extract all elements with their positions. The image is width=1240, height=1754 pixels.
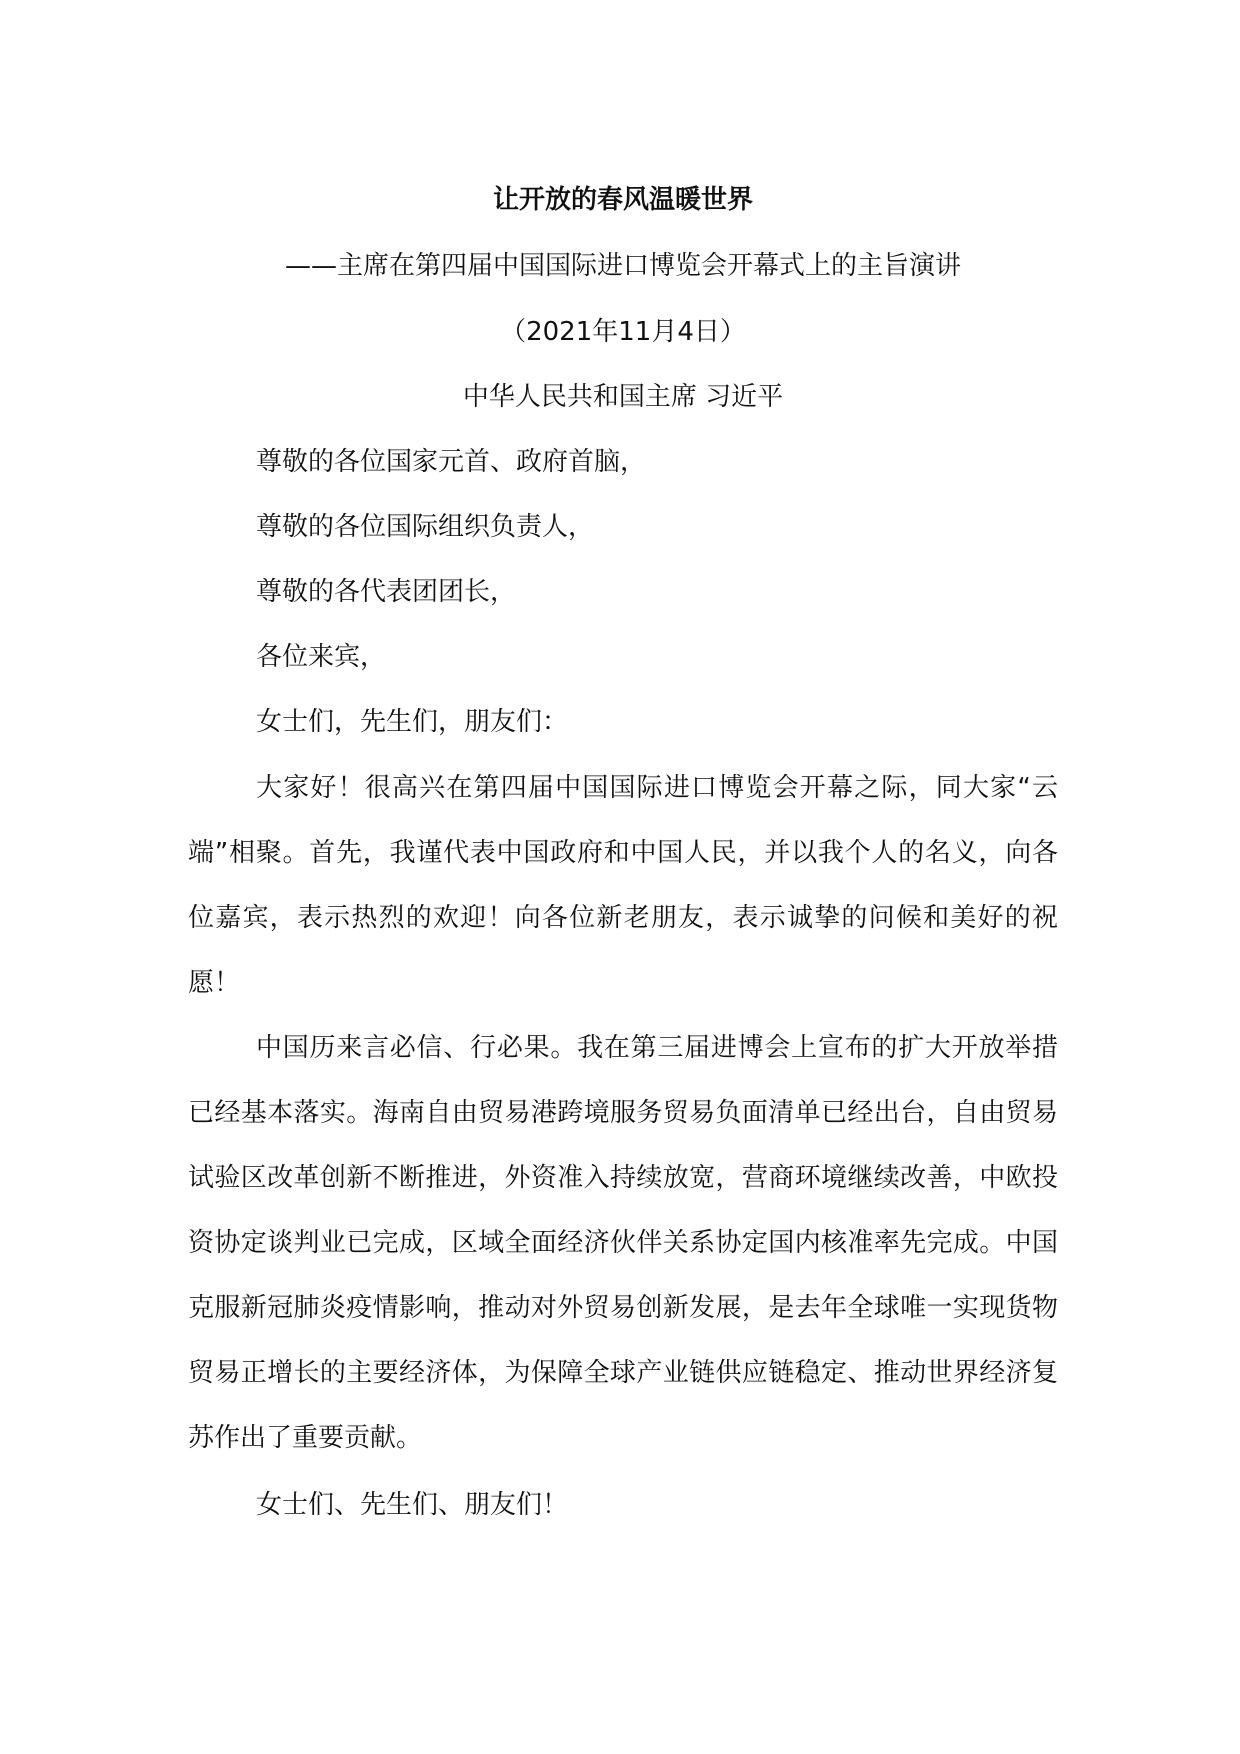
closing-salutation: 女士们、先生们、朋友们！ — [256, 1490, 569, 1520]
body-paragraph: 大家好！很高兴在第四届中国国际进口博览会开幕之际，同大家“云端”相聚。首先，我谨代表中国政府和中国人民，并以我个人的名义，向各位嘉宾，表示热烈的欢迎！向各位新老朋友，表示诚挚的问候和美好的祝愿！ — [188, 773, 1058, 998]
salutation-line: 尊敬的各代表团团长， — [256, 577, 517, 607]
document-author: 中华人民共和国主席 习近平 — [462, 382, 784, 412]
document-content — [188, 178, 1058, 1548]
salutation-line: 各位来宾， — [256, 642, 387, 672]
document-title: 让开放的春风温暖世界 — [492, 185, 753, 215]
salutation-line: 尊敬的各位国际组织负责人， — [256, 512, 595, 542]
salutation-line: 女士们，先生们，朋友们： — [256, 707, 569, 737]
document-subtitle: ——主席在第四届中国国际进口博览会开幕式上的主旨演讲 — [284, 251, 961, 281]
document-date: （2021年11月4日） — [500, 317, 746, 347]
body-paragraph: 中国历来言必信、行必果。我在第三届进博会上宣布的扩大开放举措已经基本落实。海南自由贸易港跨境服务贸易负面清单已经出台，自由贸易试验区改革创新不断推进，外资准入持续放宽，营商环境继续改善，中欧投资协定谈判业已完成，区域全面经济伙伴关系协定国内核准率先完成。中国克服新冠肺炎疫情影响，推动对外贸易创新发展，是去年全球唯一实现货物贸易正增长的主要经济体，为保障全球产业链供应链稳定、推动世界经济复苏作出了重要贡献。 — [188, 1033, 1058, 1453]
salutation-line: 尊敬的各位国家元首、政府首脑， — [256, 447, 647, 477]
